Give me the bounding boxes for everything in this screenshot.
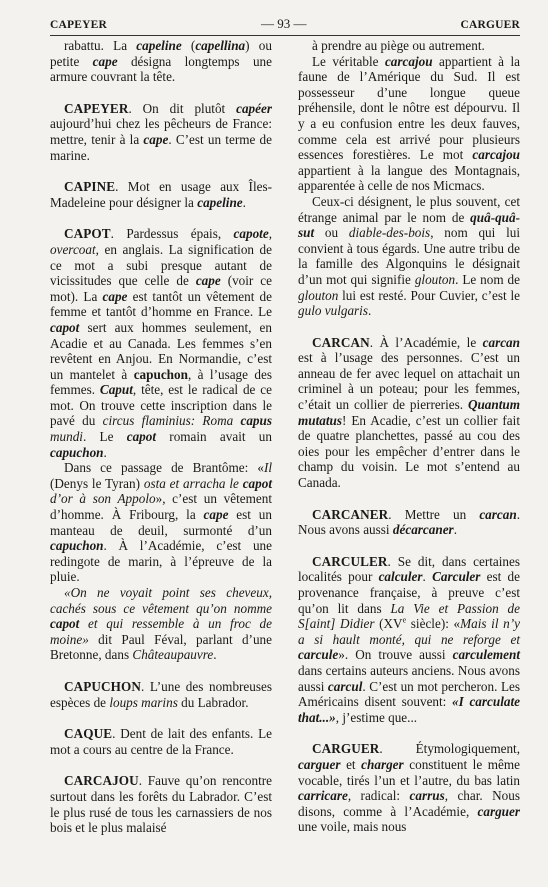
dictionary-entry <box>50 179 272 210</box>
superscript: e <box>402 615 407 625</box>
text-run: », c’est un vêtement d’homme. À Fribourg, la <box>50 491 273 523</box>
cited-term: cape <box>102 288 128 304</box>
text-run: appartient à la faune de l’Amérique du Sud. Il est possesseur d’une longue queue préhensile, dont le nôtre est dépourvu. Il y a eu confusion entre les deux fauves, comme cela est arrivé pour plusieurs essences forestières. Le mot <box>298 53 520 163</box>
italic-text: d’or à son Appolo <box>50 491 156 507</box>
running-header <box>50 16 520 32</box>
text-run: . On dit plutôt <box>128 100 237 116</box>
italic-text: mundi <box>50 429 83 445</box>
right-column <box>298 38 520 852</box>
text-run: . <box>453 522 457 538</box>
text-run: ( <box>181 38 196 53</box>
entry-paragraph <box>298 507 520 538</box>
cited-term: décarcaner <box>392 522 454 538</box>
italic-text: Châteaupauvre <box>132 647 214 663</box>
text-run: . <box>213 647 217 663</box>
cited-term: carcan <box>482 334 520 350</box>
headword: CAPINE <box>64 179 116 195</box>
cited-term: carguer <box>477 803 520 819</box>
text-run: lui est resté. Pour Cuvier, c’est le <box>338 287 520 303</box>
entry-paragraph <box>50 38 272 85</box>
headword: CARCULER <box>312 553 388 569</box>
left-column <box>50 38 272 852</box>
text-run: . Se dit, dans certaines localités pour <box>298 553 520 585</box>
dictionary-entry <box>298 554 520 726</box>
text-run: dit Paul Féval, parlant d’une Bretonne, dans <box>50 631 272 663</box>
text-run: , radical: <box>347 788 410 804</box>
text-run: , à l’usage des femmes. <box>50 366 272 398</box>
text-run: . Étymologiquement, <box>379 741 520 757</box>
dictionary-entry <box>50 226 272 663</box>
text-run: appartient à la langue des Montagnais, apparentée à celle de nos Micmacs. <box>298 162 520 194</box>
entry-paragraph <box>298 38 520 54</box>
entry-paragraph <box>298 54 520 194</box>
cited-term: capuchon <box>50 538 104 554</box>
text-run: (XV <box>374 616 403 632</box>
text-run: du Labrador. <box>177 694 249 710</box>
cited-term: capote <box>233 226 269 242</box>
cited-term: calculer <box>378 569 423 585</box>
cited-term: quâ-quâ-sut <box>298 209 520 241</box>
cited-term: carricare <box>298 788 348 804</box>
entry-paragraph <box>298 741 520 835</box>
header-last-headword: CARGUER <box>460 19 520 31</box>
cited-term: carculement <box>452 647 520 663</box>
text-run: constituent le même vocable, tirés l’un et l’autre, du bas latin <box>298 756 520 788</box>
text-run: (Denys le Tyran) <box>50 475 144 491</box>
text-run: , <box>268 226 272 242</box>
cited-term: Carculer <box>432 569 481 585</box>
cited-term: capot <box>50 319 80 335</box>
headword: CAPEYER <box>64 100 129 116</box>
cited-term: carcule <box>298 647 339 663</box>
text-run: rabattu. La <box>64 38 137 53</box>
dictionary-entry <box>298 741 520 835</box>
text-run: est à l’usage des personnes. C’est un anneau de fer avec lequel on attachait un criminel à un poteau; pour les femmes, c’était un collier de pierreries. <box>298 350 520 413</box>
text-run: Le véritable <box>312 53 385 69</box>
entry-continuation <box>50 38 272 85</box>
headword: CARCAN <box>312 334 370 350</box>
entry-paragraph <box>50 226 272 460</box>
entry-paragraph <box>298 194 520 319</box>
text-run: Ceux-ci désignent, le plus souvent, cet étrange animal par le nom de <box>298 193 520 225</box>
cited-term: carcajou <box>472 147 520 163</box>
italic-text: gulo vulgaris <box>298 303 368 319</box>
text-run: . <box>103 444 107 460</box>
cited-term: carguer <box>298 756 341 772</box>
text-run: . <box>367 303 372 319</box>
text-run: . L’une des nombreuses espèces de <box>50 678 272 710</box>
text-run: ! En Acadie, c’est un collier fait de quatre planchettes, passé au cou des oies pour les empêcher d’entrer dans le champ du voisin. Le mot s’entend au Canada. <box>298 412 520 491</box>
italic-text: loups marins <box>109 694 178 710</box>
cited-term: capellina <box>195 38 246 53</box>
text-run: est un manteau de deuil, surmonté d’un <box>50 507 272 538</box>
cited-term: capus <box>240 413 272 429</box>
text-run: siècle): « <box>406 616 461 632</box>
dictionary-entry <box>50 679 272 710</box>
text-run: , en anglais. La signification de ce mot a subi presque autant de vicissitudes que celle de <box>50 241 272 289</box>
text-run: désigna longtemps une armure couvrant la tête. <box>50 53 272 85</box>
entry-paragraph <box>50 460 272 585</box>
text-run: ». On trouve aussi <box>338 647 453 663</box>
headword: CARCAJOU <box>64 773 139 789</box>
text-run: une voile, mais nous <box>298 819 407 835</box>
text-run: . <box>242 194 246 210</box>
italic-text: glouton <box>298 287 339 303</box>
text-run: Dans ce passage de Brantôme: « <box>64 460 264 476</box>
text-run: . Dent de lait des enfants. Le mot a cours au centre de la France. <box>50 726 272 757</box>
cited-term: capeline <box>197 194 243 210</box>
headword: CAPUCHON <box>64 678 141 694</box>
italic-text: Il <box>263 460 272 476</box>
cited-term: capot <box>242 475 273 491</box>
cited-term: carcul <box>327 678 363 694</box>
cited-term: «I carculate that...» <box>298 694 520 725</box>
entry-paragraph <box>50 679 272 710</box>
text-run: et <box>340 756 362 772</box>
cited-term: cape <box>195 273 221 289</box>
bold-term: capuchon <box>133 366 188 382</box>
text-run: , tête, est le radical de ce mot. On trouve cette inscription dans le pavé du <box>50 382 272 429</box>
cited-term: carcan <box>479 506 517 522</box>
entry-paragraph <box>50 585 272 663</box>
entry-paragraph <box>50 101 272 163</box>
text-run: aujourd’hui chez les pêcheurs de France: mettre, tenir à la <box>50 116 272 147</box>
dictionary-entry <box>298 335 520 491</box>
italic-text: circus flaminius: Roma <box>102 413 241 429</box>
entry-paragraph <box>50 179 272 210</box>
headword: CAQUE <box>64 726 113 742</box>
cited-term: Quantum mutatus <box>298 397 520 428</box>
cited-term: charger <box>361 756 404 772</box>
italic-text: overcoat <box>50 241 96 257</box>
text-run: . Mettre un <box>388 506 480 522</box>
headword: CARGUER <box>312 741 380 757</box>
cited-term: capuchon <box>50 444 104 460</box>
text-run: . Mot en usage aux Îles-Madeleine pour désigner la <box>50 179 272 210</box>
text-run: . Pardessus épais, <box>110 226 234 242</box>
text-run: sert aux hommes seulement, en Acadie et au Canada. Les femmes s’en revêtent en Anjou. En Normandie, c’est un mantelet à <box>50 319 272 382</box>
italic-text: Mais il n’y a si hault monté, qui ne reforge et <box>298 616 520 647</box>
text-run: , j’estime que... <box>335 709 418 725</box>
entry-paragraph <box>298 335 520 491</box>
text-run: est de provenance française, à preuve c’est qu’on lit dans <box>298 569 520 616</box>
italic-text: osta et arracha le <box>143 475 243 491</box>
text-run: . <box>422 569 433 585</box>
text-run: , char. Nous disons, comme à l’Académie, <box>298 788 520 819</box>
entry-continuation <box>298 38 520 319</box>
entry-paragraph <box>50 726 272 757</box>
cited-term: cape <box>92 53 118 69</box>
cited-term: capot <box>126 429 157 445</box>
dictionary-entry <box>50 773 272 835</box>
text-run: à prendre au piège ou autrement. <box>312 38 485 53</box>
italic-text: diable-des-bois <box>348 225 431 241</box>
text-run: . Le nom de <box>455 271 520 287</box>
text-run: ou <box>314 225 349 241</box>
text-run: . Nous avons aussi <box>298 506 520 538</box>
italic-text: «On ne voyait point ses cheveux, cachés sous ce vêtement qu’on nomme <box>50 585 272 616</box>
dictionary-entry <box>298 507 520 538</box>
text-columns <box>50 38 520 852</box>
italic-text: et qui ressemble à un froc de moine» <box>50 616 272 647</box>
dictionary-entry <box>50 726 272 757</box>
headword: CAPOT <box>64 226 111 242</box>
text-run: . C’est un mot percheron. Les Américains disent souvent: <box>298 678 520 710</box>
text-run: . À l’Académie, le <box>369 334 483 350</box>
entry-paragraph <box>50 773 272 835</box>
text-run: (voir ce mot). La <box>50 273 273 304</box>
italic-text: La Vie et Passion de S[aint] Didier <box>298 600 521 632</box>
cited-term: capot <box>50 616 80 632</box>
text-run: . Le <box>82 429 127 445</box>
headword: CARCANER <box>312 506 389 522</box>
text-run: dans certains auteurs anciens. Nous avons aussi <box>298 662 520 694</box>
header-rule <box>50 35 520 36</box>
text-run: ) ou petite <box>50 38 272 69</box>
dictionary-entry <box>50 101 272 163</box>
text-run: . C’est un terme de marine. <box>50 131 272 163</box>
cited-term: cape <box>203 507 229 523</box>
cited-term: carcajou <box>384 53 433 69</box>
header-first-headword: CAPEYER <box>50 19 107 31</box>
italic-text: glouton <box>414 271 456 287</box>
text-run: est tantôt un vêtement de femme et tantôt d’homme en France. Le <box>50 288 272 320</box>
cited-term: Caput <box>99 382 133 398</box>
text-run: . Fauve qu’on rencontre surtout dans les forêts du Labrador. C’est le plus rusé de tous les carnassiers de nos bois et le plus malaisé <box>50 773 272 836</box>
cited-term: carrus <box>409 788 445 804</box>
text-run: . À l’Académie, c’est une redingote de marin, à l’épreuve de la pluie. <box>50 538 272 585</box>
cited-term: cape <box>143 131 169 147</box>
entry-paragraph <box>298 554 520 726</box>
text-run: , nom qui lui convient à tous égards. Une autre tribu de la famille des Algonquins le désignait d’un mot qui signifie <box>298 225 521 287</box>
cited-term: capéer <box>236 100 272 116</box>
page-number: — 93 — <box>260 16 307 31</box>
text-run: romain avait un <box>156 429 272 445</box>
cited-term: capeline <box>136 38 182 53</box>
